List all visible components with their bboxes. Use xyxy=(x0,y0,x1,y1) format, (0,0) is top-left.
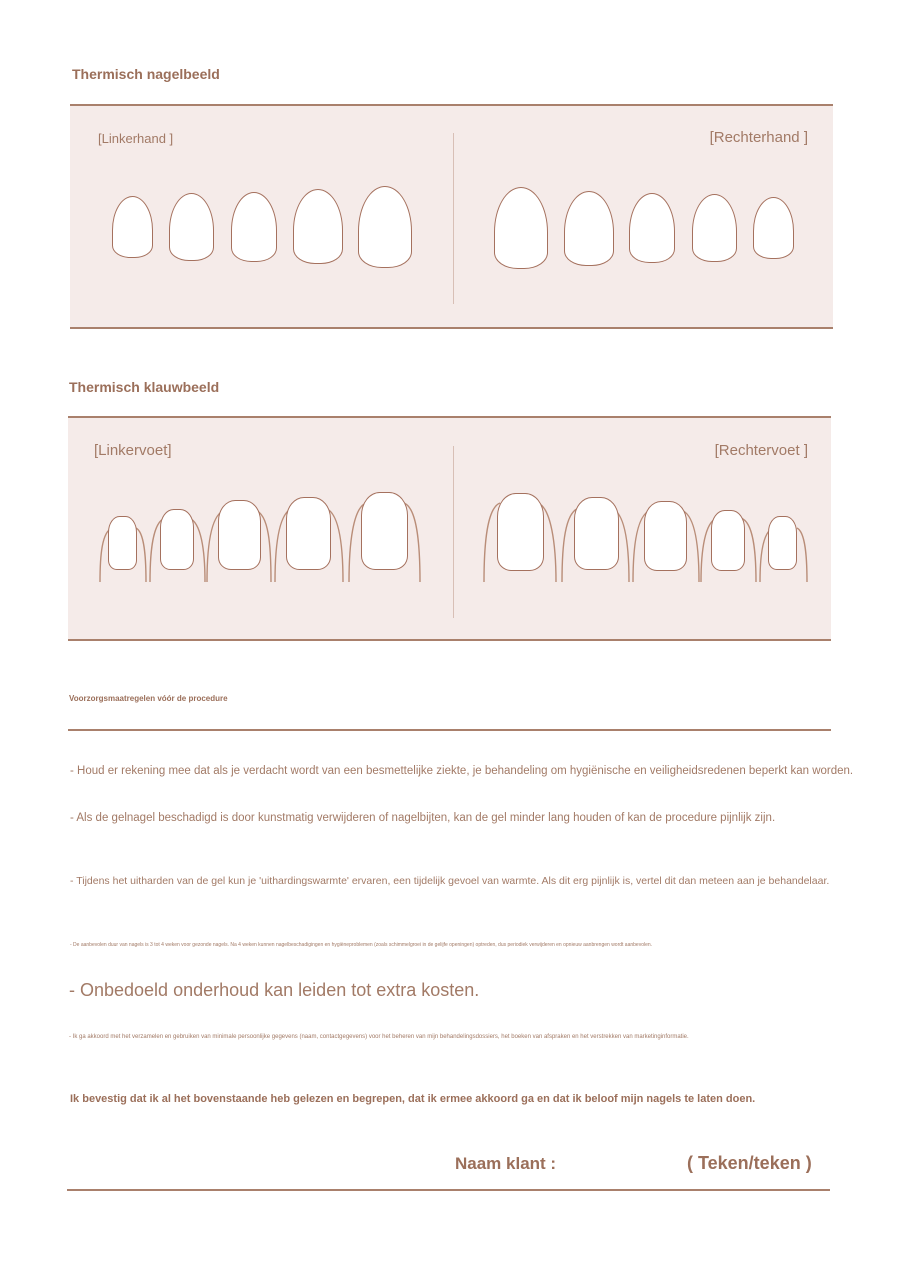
left-foot-label: [Linkervoet] xyxy=(94,442,172,459)
precautions-rule xyxy=(68,729,831,731)
precaution-item-1: - Houd er rekening mee dat als je verdacht wordt van een besmettelijke ziekte, je behandeling om hygiënische en veiligheidsredenen beperkt kan worden. xyxy=(70,765,854,777)
right-foot-toenail-3 xyxy=(644,501,687,571)
left-foot-toenail-3 xyxy=(218,500,261,570)
signature-rule xyxy=(67,1189,830,1191)
client-name-label: Naam klant : xyxy=(455,1154,557,1173)
precaution-item-3: - Tijdens het uitharden van de gel kun je 'uithardingswarmte' ervaren, een tijdelijk gevoel van warmte. Als dit erg pijnlijk is, vertel dit dan meteen aan je behandelaar. xyxy=(70,875,830,887)
right-foot-toenail-4 xyxy=(711,510,745,571)
signature-label: ( Teken/teken ) xyxy=(687,1153,812,1173)
left-foot-toenail-4 xyxy=(286,497,331,570)
right-hand-label: [Rechterhand ] xyxy=(709,129,808,146)
toes-section-title: Thermisch klauwbeeld xyxy=(69,379,220,395)
right-foot-label: [Rechtervoet ] xyxy=(714,442,808,459)
left-hand-label: [Linkerhand ] xyxy=(98,131,174,146)
precaution-item-5: - Onbedoeld onderhoud kan leiden tot extra kosten. xyxy=(69,980,480,1000)
right-foot-toenail-2 xyxy=(574,497,619,570)
precautions-title: Voorzorgsmaatregelen vóór de procedure xyxy=(69,694,228,703)
precaution-item-2: - Als de gelnagel beschadigd is door kunstmatig verwijderen of nagelbijten, kan de gel minder lang houden of kan de procedure pijnlijk zijn. xyxy=(70,812,776,824)
left-foot-toenail-5 xyxy=(361,492,408,570)
nails-section-title: Thermisch nagelbeeld xyxy=(72,66,220,82)
right-foot-toenail-1 xyxy=(497,493,544,571)
right-foot-toenail-5 xyxy=(768,516,797,570)
precaution-item-6: - Ik ga akkoord met het verzamelen en gebruiken van minimale persoonlijke gegevens (naam, contactgegevens) voor het beheren van mijn behandelingsdossiers, het boeken van afspraken en het verstrekken van marketinginformatie. xyxy=(69,1034,689,1040)
precaution-item-4: - De aanbevolen duur van nagels is 3 tot 4 weken voor gezonde nagels. Na 4 weken kunnen nagelbeschadigingen en hygiëneproblemen (zoals schimmelgroei in de gelijfe openingen) optreden, dus periodiek verwijderen en opnieuw aanbrengen wordt aanbevolen. xyxy=(70,942,653,948)
left-foot-toenail-1 xyxy=(108,516,137,570)
left-foot-toenail-2 xyxy=(160,509,194,570)
confirmation-statement: Ik bevestig dat ik al het bovenstaande heb gelezen en begrepen, dat ik ermee akkoord ga en dat ik beloof mijn nagels te laten doen. xyxy=(70,1093,756,1105)
